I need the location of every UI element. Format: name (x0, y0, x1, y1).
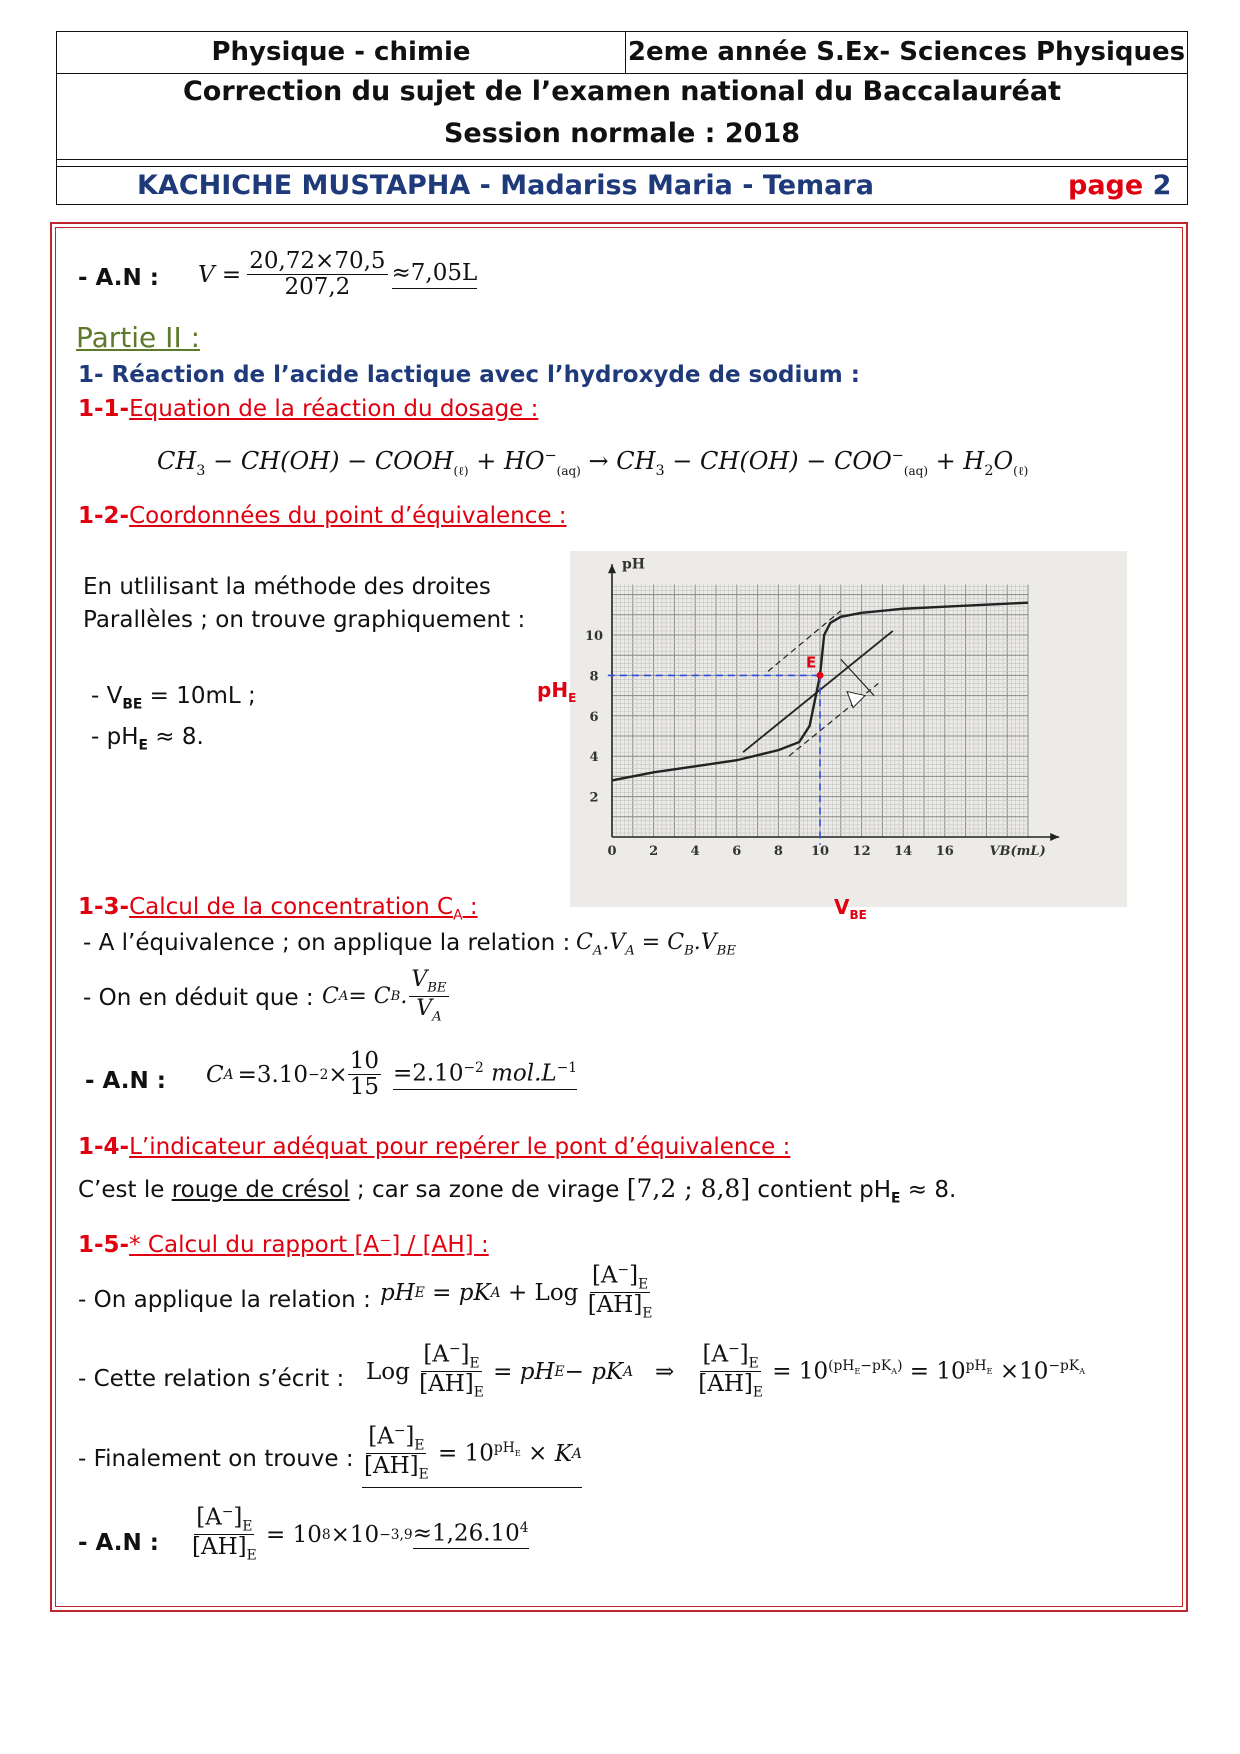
q15-number: 1-5- (78, 1232, 130, 1258)
an1-lhs: V = (198, 261, 242, 288)
virage-zone: [7,2 ; 8,8] (626, 1174, 751, 1203)
phe-result (91, 724, 204, 754)
an-label: - A.N : (78, 265, 159, 291)
an-expr: =3.10 (237, 1061, 309, 1088)
q13-title-end: : (462, 894, 478, 920)
x-tick-label: 6 (732, 844, 742, 859)
x-tick-label: 2 (649, 844, 659, 859)
session-label: Session normale : 2018 (443, 118, 801, 149)
x-tick-label: 10 (810, 844, 830, 859)
x-tick-label: 4 (690, 844, 700, 859)
q14-text-a: C’est le (78, 1177, 172, 1203)
y-tick-label: 4 (589, 750, 599, 766)
q13-title (129, 894, 478, 924)
x-tick-label: 16 (935, 844, 954, 859)
an-unit: mol.L (491, 1060, 557, 1087)
x-tick-label: 14 (894, 844, 913, 859)
q14-sub: E (891, 1190, 901, 1207)
an-denominator: 15 (349, 1074, 379, 1101)
vbe-value: = 10mL ; (142, 683, 256, 709)
equivalence-relation: $C_A.V_A = C_B.V_{BE}$ (576, 930, 736, 959)
an1-fraction (247, 249, 387, 301)
an1-denominator: 207,2 (284, 274, 351, 301)
equivalence-point (817, 672, 824, 679)
q14-title: L’indicateur adéquat pour repérer le pont d’équivalence : (129, 1134, 791, 1160)
q14-number: 1-4- (78, 1134, 130, 1160)
x-axis-label: VB(mL) (989, 844, 1046, 859)
q15-an-label: - A.N : (78, 1530, 159, 1556)
an-result-value: =2.10 (392, 1060, 464, 1087)
q11-title: Equation de la réaction du dosage : (129, 396, 539, 422)
q13-number: 1-3- (78, 894, 130, 920)
an-lhs: C (206, 1061, 224, 1088)
section-title: 1- Réaction de l’acide lactique avec l’hydroxyde de sodium : (78, 362, 860, 388)
page-indicator (1068, 170, 1171, 201)
an-result: $=2.10^{-2}$ $mol.L^{-1}$ (393, 1060, 577, 1090)
page-label: page (1068, 170, 1144, 201)
q15-line1: - On applique la relation : (78, 1287, 371, 1313)
q13-line2: - On en déduit que : (83, 985, 314, 1011)
y-axis-arrow (608, 564, 616, 573)
y-tick-label: 6 (589, 709, 599, 725)
q15-line3: - Finalement on trouve : (78, 1446, 354, 1472)
q11-heading (78, 396, 538, 422)
q14-answer (78, 1174, 956, 1207)
q14-heading (78, 1134, 790, 1160)
ca-formula: C A = C B . $\frac{V_{BE}}{V_A}$ (322, 967, 447, 1025)
an1-formula (198, 249, 477, 301)
equivalence-label: E (806, 653, 817, 672)
page-number: 2 (1152, 170, 1172, 201)
q15-title: * Calcul du rapport [A⁻] / [AH] : (129, 1232, 489, 1258)
titration-graph (570, 551, 1127, 907)
q12-number: 1-2- (78, 503, 130, 529)
an-fraction (348, 1049, 381, 1101)
q13-line1: - A l’équivalence ; on applique la relation : (83, 930, 571, 956)
an1-result: ≈7,05L (392, 260, 478, 289)
divider (57, 159, 1187, 160)
vbe-axis-label (834, 895, 867, 922)
q13-title-sub: A (453, 907, 463, 924)
q15-heading (78, 1232, 489, 1258)
author-line: KACHICHE MUSTAPHA - Madariss Maria - Temara (137, 170, 874, 201)
vbe-axis-label-sub: BE (849, 908, 867, 922)
q13-an-label: - A.N : (85, 1068, 166, 1094)
phe-axis-label (537, 678, 576, 705)
x-tick-label: 12 (852, 844, 871, 859)
y-tick-label: 10 (584, 629, 604, 644)
x-tick-label: 8 (773, 844, 783, 859)
q15-an-formula: $\frac{[A^-]_E}{[AH]_E}$ = 10 8 ×10 −3,9 $\approx 1,26.10^4$ (192, 1504, 529, 1565)
subject: Physique - chimie (57, 32, 626, 73)
indicator-name: rouge de crésol (171, 1177, 350, 1203)
q15-line2: - Cette relation s’écrit : (78, 1366, 345, 1392)
vbe-sub: BE (122, 696, 143, 713)
y-tick-label: 8 (589, 669, 599, 685)
q15-an-result-value: ≈1,26.10 (412, 1520, 520, 1547)
q14-text-f: ≈ 8. (900, 1177, 957, 1203)
x-tick-label: 0 (607, 844, 617, 859)
header-box (56, 31, 1188, 205)
q13-heading (78, 894, 478, 924)
q12-title: Coordonnées du point d’équivalence : (129, 503, 567, 529)
class-label: 2eme année S.Ex- Sciences Physiques (627, 37, 1186, 67)
header-row (57, 32, 1187, 74)
upper-tangent (768, 611, 841, 672)
q14-text-d: contient pH (750, 1177, 892, 1203)
partie-title: Partie II : (76, 321, 201, 354)
henderson-formula: pH E = pK A + Log $\frac{[A^-]_E}{[AH]_E}$ (380, 1262, 653, 1323)
divider (57, 166, 1187, 167)
q13-an-formula: C A =3.10 −2 × $\frac{10}{15}$ $=2.10^{-2}$ $mol.L^{-1}$ (206, 1048, 578, 1101)
q15-an-result: $\approx 1,26.10^4$ (413, 1520, 529, 1550)
an-numerator: 10 (349, 1048, 379, 1074)
vbe-axis-label-text: V (834, 895, 850, 919)
y-tick-label: 2 (589, 790, 599, 806)
final-formula: $\frac{[A^-]_E}{[AH]_E}$ = $10^{pH_E}$ × K A (362, 1424, 582, 1488)
log-relation: Log $\frac{[A^-]_E}{[AH]_E}$ = pH E − pK A ⇒ $\frac{[A^-]_E}{[AH]_E}$ = $10^{(pH_E-pK_A)} = 10^{pH_E} \times 10^{-pK_A}$ (366, 1341, 1086, 1402)
vbe-result (91, 683, 256, 713)
phe-axis-label-text: pH (537, 678, 569, 702)
reaction-equation: $CH_3 - CH(OH)$ − $COOH_{(\ell)} + HO^-_{(aq)} \to CH_3 - CH(OH) - COO^-_{(aq)} + H_2O_{(\ell)}$ (157, 447, 1029, 479)
q11-number: 1-1- (78, 396, 130, 422)
y-axis-label: pH (622, 556, 646, 573)
phe-axis-label-sub: E (568, 691, 577, 705)
q12-heading (78, 503, 567, 529)
q12-line1: En utlilisant la méthode des droites (83, 574, 491, 600)
q12-line2: Parallèles ; on trouve graphiquement : (83, 607, 526, 633)
q15-an-expr: = 10 (266, 1521, 322, 1548)
phe-prefix: - pH (91, 724, 139, 750)
doc-title: Correction du sujet de l’examen national du Baccalauréat (182, 76, 1061, 107)
an1-numerator: 20,72×70,5 (249, 248, 386, 274)
vbe-prefix: - V (91, 683, 123, 709)
phe-sub: E (138, 737, 148, 754)
phe-value: ≈ 8. (147, 724, 204, 750)
q13-title-text: Calcul de la concentration C (129, 894, 454, 920)
x-axis-arrow (1050, 833, 1059, 841)
q14-text-c: ; car sa zone de virage (349, 1177, 627, 1203)
